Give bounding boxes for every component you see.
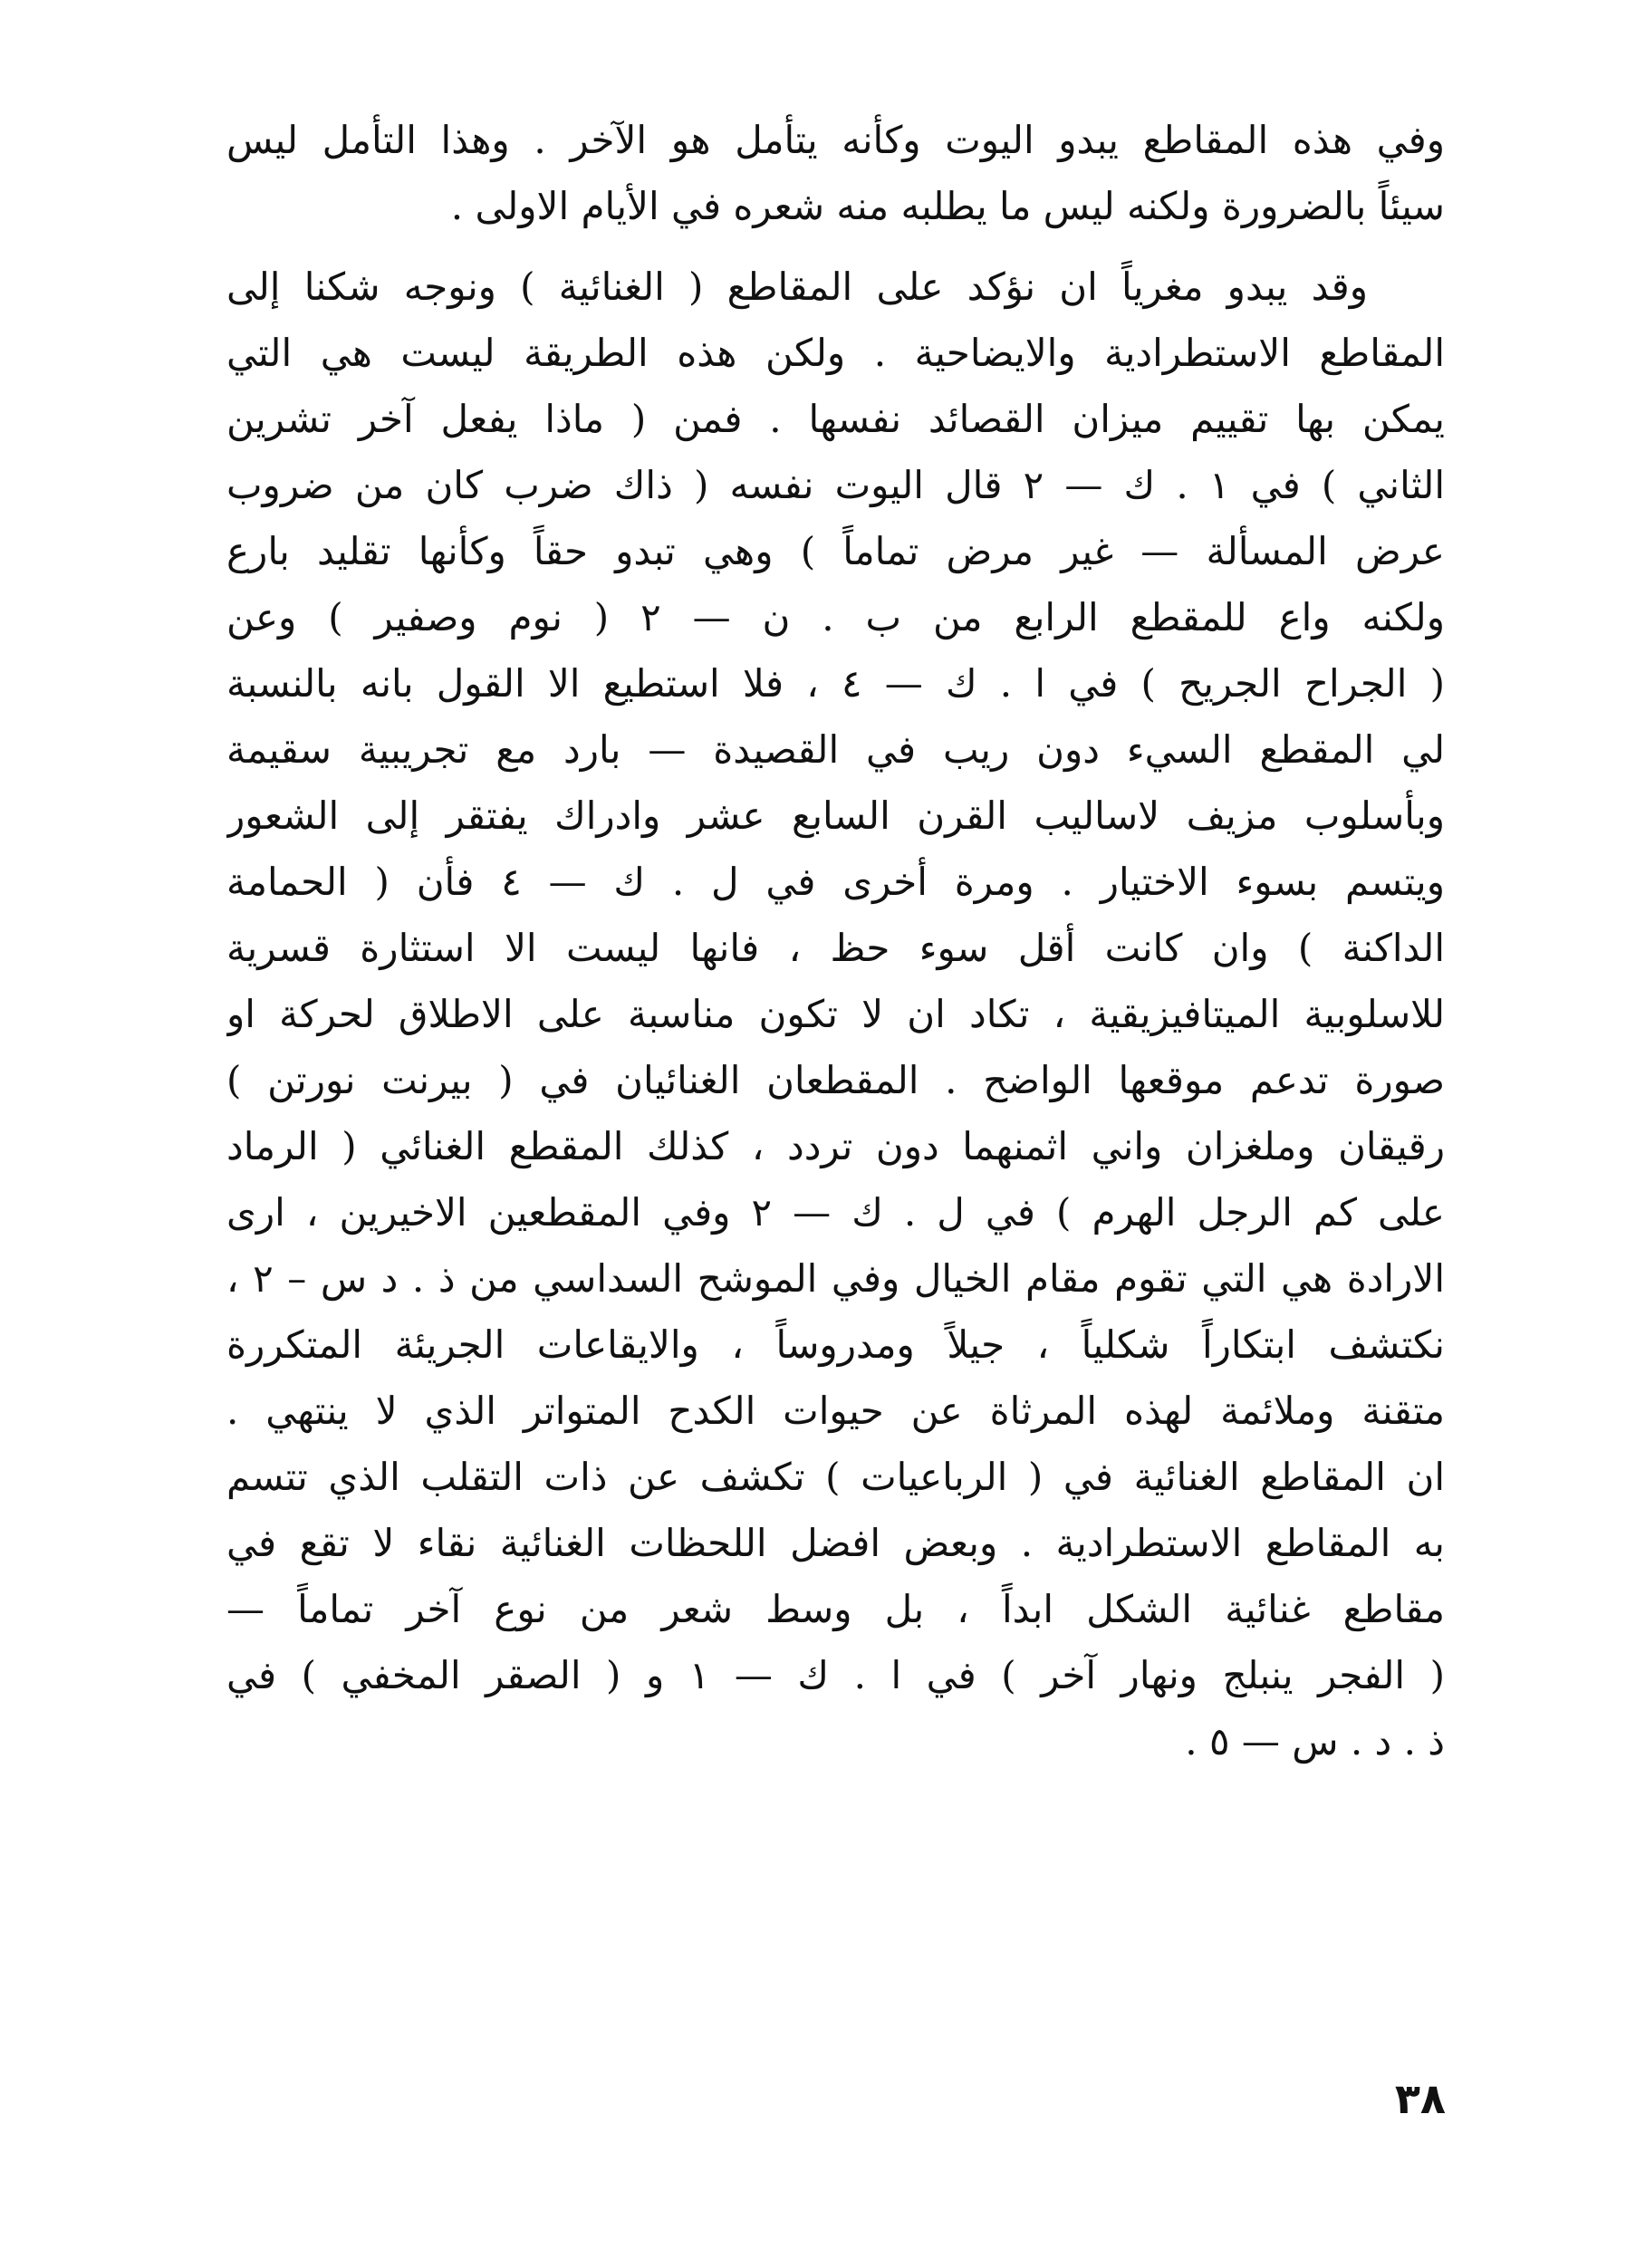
text-line: عرض المسألة — غير مرض تماماً ) وهي تبدو حقاً وكأنها تقليد بارع (226, 529, 1445, 573)
text-line: ويتسم بسوء الاختيار . ومرة أخرى في ل . ك — ٤ فأن ( الحمامة (226, 860, 1445, 904)
text-line: نكتشف ابتكاراً شكلياً ، جيلاً ومدروساً ، والايقاعات الجريئة المتكررة (226, 1322, 1445, 1367)
text-line: ذ . د . س — ٥ . (1185, 1719, 1445, 1763)
text-line: لي المقطع السيء دون ريب في القصيدة — بارد مع تجريبية سقيمة (226, 727, 1445, 772)
paragraph-2 (226, 254, 1445, 1774)
text-line: الثاني ) في ١ . ك — ٢ قال اليوت نفسه ( ذاك ضرب كان من ضروب (226, 463, 1445, 507)
text-line: على كم الرجل الهرم ) في ل . ك — ٢ وفي المقطعين الاخيرين ، ارى (226, 1190, 1445, 1235)
text-line: صورة تدعم موقعها الواضح . المقطعان الغنائيان في ( بيرنت نورتن ) (226, 1058, 1445, 1102)
text-line: يمكن بها تقييم ميزان القصائد نفسها . فمن ( ماذا يفعل آخر تشرين (226, 397, 1445, 441)
paragraph-1 (226, 107, 1445, 239)
text-line: به المقاطع الاستطرادية . وبعض افضل اللحظات الغنائية نقاء لا تقع في (226, 1521, 1445, 1565)
text-line: الداكنة ) وان كانت أقل سوء حظ ، فانها ليست الا استثارة قسرية (226, 926, 1445, 970)
text-line: ان المقاطع الغنائية في ( الرباعيات ) تكشف عن ذات التقلب الذي تتسم (226, 1455, 1445, 1499)
text-line: سيئاً بالضرورة ولكنه ليس ما يطلبه منه شعره في الأيام الاولى . (450, 184, 1445, 228)
text-line: الارادة هي التي تقوم مقام الخيال وفي الموشح السداسي من ذ . د س – ٢ ، (226, 1256, 1445, 1301)
text-line: مقاطع غنائية الشكل ابداً ، بل وسط شعر من نوع آخر تماماً — (226, 1587, 1445, 1631)
text-line: ولكنه واع للمقطع الرابع من ب . ن — ٢ ( نوم وصفير ) وعن (226, 595, 1445, 639)
text-line: رقيقان وملغزان واني اثمنهما دون تردد ، كذلك المقطع الغنائي ( الرماد (226, 1124, 1445, 1168)
page-number: ٣٨ (1394, 2074, 1446, 2123)
text-line: وفي هذه المقاطع يبدو اليوت وكأنه يتأمل هو الآخر . وهذا التأمل ليس (226, 118, 1445, 162)
text-line: المقاطع الاستطرادية والايضاحية . ولكن هذه الطريقة ليست هي التي (226, 331, 1445, 375)
text-line: متقنة وملائمة لهذه المرثاة عن حيوات الكدح المتواتر الذي لا ينتهي . (226, 1389, 1445, 1433)
text-line: ( الجراح الجريح ) في ا . ك — ٤ ، فلا استطيع الا القول بانه بالنسبة (226, 661, 1445, 706)
text-line: وقد يبدو مغرياً ان نؤكد على المقاطع ( الغنائية ) ونوجه شكنا إلى (226, 264, 1368, 309)
text-line: وبأسلوب مزيف لاساليب القرن السابع عشر وادراك يفتقر إلى الشعور (226, 793, 1445, 838)
text-line: ( الفجر ينبلج ونهار آخر ) في ا . ك — ١ و ( الصقر المخفي ) في (226, 1653, 1445, 1697)
text-line: للاسلوبية الميتافيزيقية ، تكاد ان لا تكون مناسبة على الاطلاق لحركة او (226, 992, 1445, 1036)
body-text (226, 107, 1445, 1774)
